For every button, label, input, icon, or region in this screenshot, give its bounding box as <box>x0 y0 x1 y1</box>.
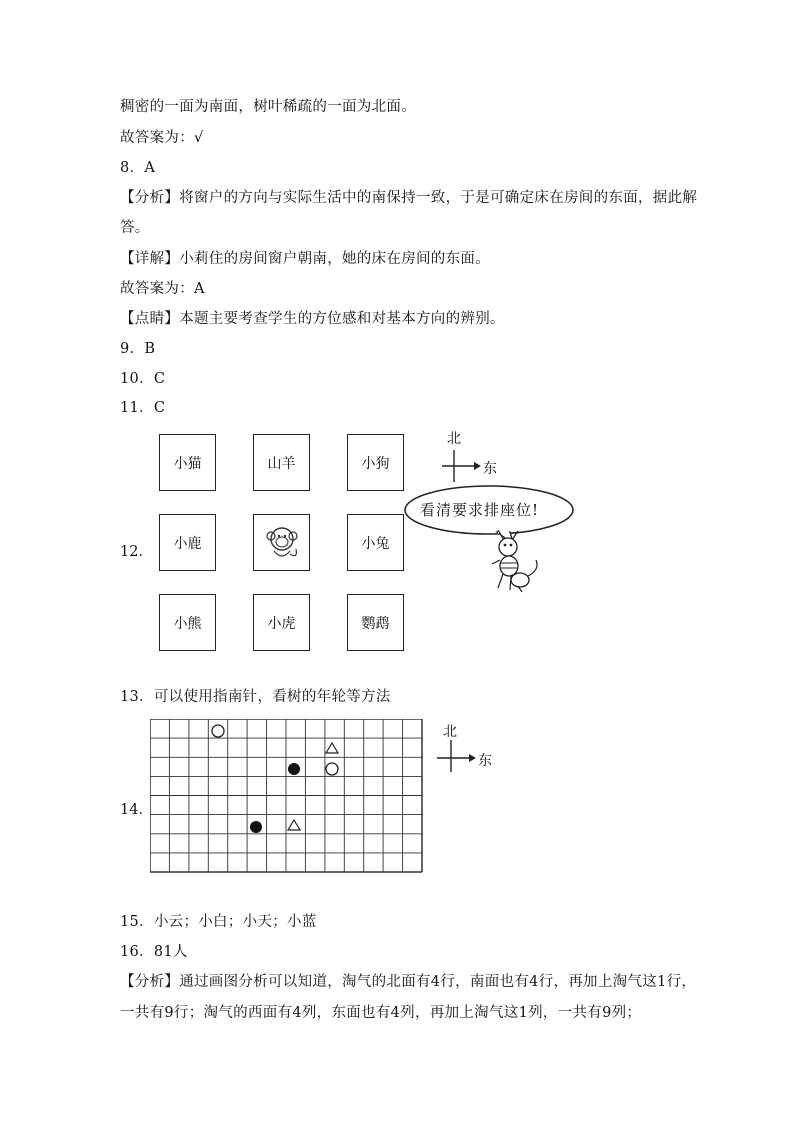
white-circle-marker <box>212 725 224 737</box>
answer-8: 8．A <box>120 160 156 176</box>
answer-label-8: 故答案为：A <box>120 281 205 297</box>
compass-north-label: 北 <box>447 431 461 447</box>
answer-10: 10．C <box>120 371 166 387</box>
seat-box <box>159 514 216 571</box>
answer-15: 15．小云；小白；小天；小蓝 <box>120 914 317 930</box>
seat-label: 小鹿 <box>173 535 202 552</box>
seat-box <box>347 434 404 491</box>
question-14-number: 14． <box>120 802 153 818</box>
triangle-marker <box>288 820 300 830</box>
seat-box <box>347 594 404 651</box>
compass-east-label: 东 <box>483 461 497 477</box>
answer-11: 11．C <box>120 400 166 416</box>
seat-box <box>347 514 404 571</box>
black-circle-marker <box>250 821 262 833</box>
text-line-2: 故答案为：√ <box>120 130 204 146</box>
detail-8: 【详解】小莉住的房间窗户朝南，她的床在房间的东面。 <box>120 251 490 267</box>
seat-box <box>159 434 216 491</box>
answer-9: 9．B <box>120 341 156 357</box>
seat-label: 小猫 <box>173 455 202 472</box>
seat-box <box>253 594 310 651</box>
ant-character-icon <box>478 530 548 595</box>
analysis-8-cont: 答。 <box>120 220 150 236</box>
analysis-16: 【分析】通过画图分析可以知道，淘气的北面有4行，南面也有4行，再加上淘气这1行， <box>120 974 697 990</box>
seat-box-monkey <box>253 514 310 571</box>
seat-label: 小狗 <box>361 455 390 472</box>
black-circle-marker <box>288 763 300 775</box>
seat-label: 小兔 <box>361 535 390 552</box>
analysis-8: 【分析】将窗户的方向与实际生活中的南保持一致，于是可确定床在房间的东面，据此解 <box>120 190 698 206</box>
bubble-text: 看清要求排座位! <box>420 501 540 519</box>
triangle-marker <box>326 743 338 753</box>
answer-13: 13．可以使用指南针，看树的年轮等方法 <box>120 689 391 705</box>
question-12-number: 12． <box>120 544 153 560</box>
seat-label: 山羊 <box>267 455 296 472</box>
analysis-16-cont: 一共有9行；淘气的西面有4列，东面也有4列，再加上淘气这1列，一共有9列； <box>120 1005 642 1021</box>
seat-box <box>253 434 310 491</box>
monkey-icon <box>260 521 304 565</box>
seat-box <box>159 594 216 651</box>
compass-north-label: 北 <box>443 724 457 740</box>
answer-16: 16．81人 <box>120 944 188 960</box>
white-circle-marker <box>326 763 338 775</box>
seat-label: 小熊 <box>173 615 202 632</box>
seat-label: 鹦鹉 <box>361 615 390 632</box>
comment-8: 【点睛】本题主要考查学生的方位感和对基本方向的辨别。 <box>120 311 505 327</box>
coordinate-grid <box>150 719 423 873</box>
compass-east-label: 东 <box>478 753 492 769</box>
seat-label: 小虎 <box>267 615 296 632</box>
text-line-1: 稠密的一面为南面，树叶稀疏的一面为北面。 <box>120 99 416 115</box>
